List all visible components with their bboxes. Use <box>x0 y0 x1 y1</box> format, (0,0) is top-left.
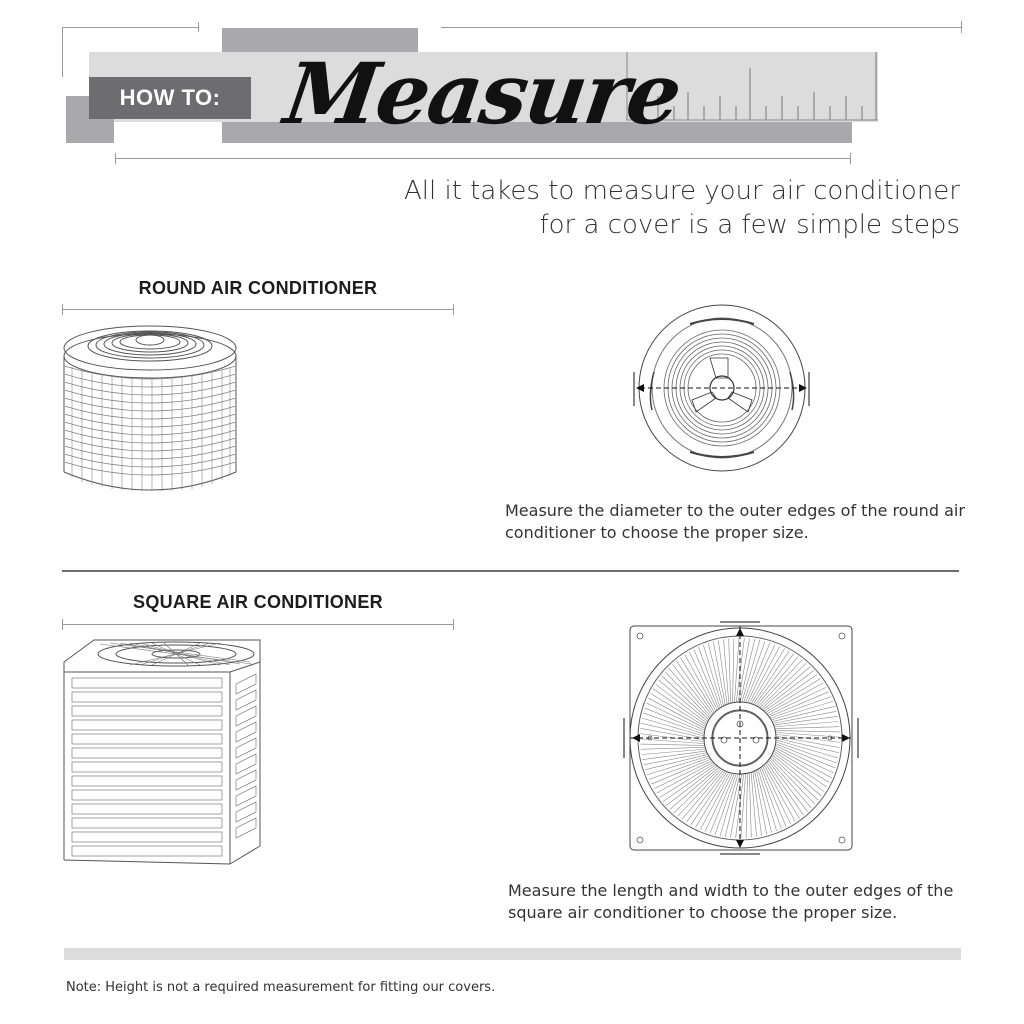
footer-bar <box>64 948 961 960</box>
header-underline <box>115 158 850 159</box>
header-bracket-line <box>62 27 63 77</box>
rule-tick <box>62 619 63 630</box>
header-top-tick <box>961 21 962 33</box>
rule-tick <box>453 619 454 630</box>
header-underline-tick <box>850 153 851 164</box>
rule-tick <box>453 304 454 315</box>
footer-note: Note: Height is not a required measurement for fitting our covers. <box>66 980 496 995</box>
square-title-rule <box>62 624 454 625</box>
round-ac-top-view <box>628 302 818 478</box>
header-bracket-line <box>62 27 198 28</box>
round-section-title: ROUND AIR CONDITIONER <box>138 278 378 298</box>
header-bracket-tick <box>198 22 199 32</box>
header-underline-tick <box>115 153 116 164</box>
intro-text: All it takes to measure your air conditioner for a cover is a few simple steps <box>403 176 960 240</box>
round-description: Measure the diameter to the outer edges of the round air conditioner to choose the proper size. <box>505 501 965 542</box>
square-ac-top-view <box>618 616 864 860</box>
square-ac-illustration <box>60 636 266 868</box>
round-title-rule <box>62 309 454 310</box>
square-section-title: SQUARE AIR CONDITIONER <box>133 592 383 612</box>
section-divider <box>62 570 959 572</box>
how-to-badge: HOW TO: <box>89 77 251 119</box>
page-title: Measure <box>279 44 686 143</box>
round-ac-illustration <box>60 322 242 502</box>
header-top-line <box>441 27 961 28</box>
square-description: Measure the length and width to the outer edges of the square air conditioner to choose the proper size. <box>508 881 954 922</box>
rule-tick <box>62 304 63 315</box>
